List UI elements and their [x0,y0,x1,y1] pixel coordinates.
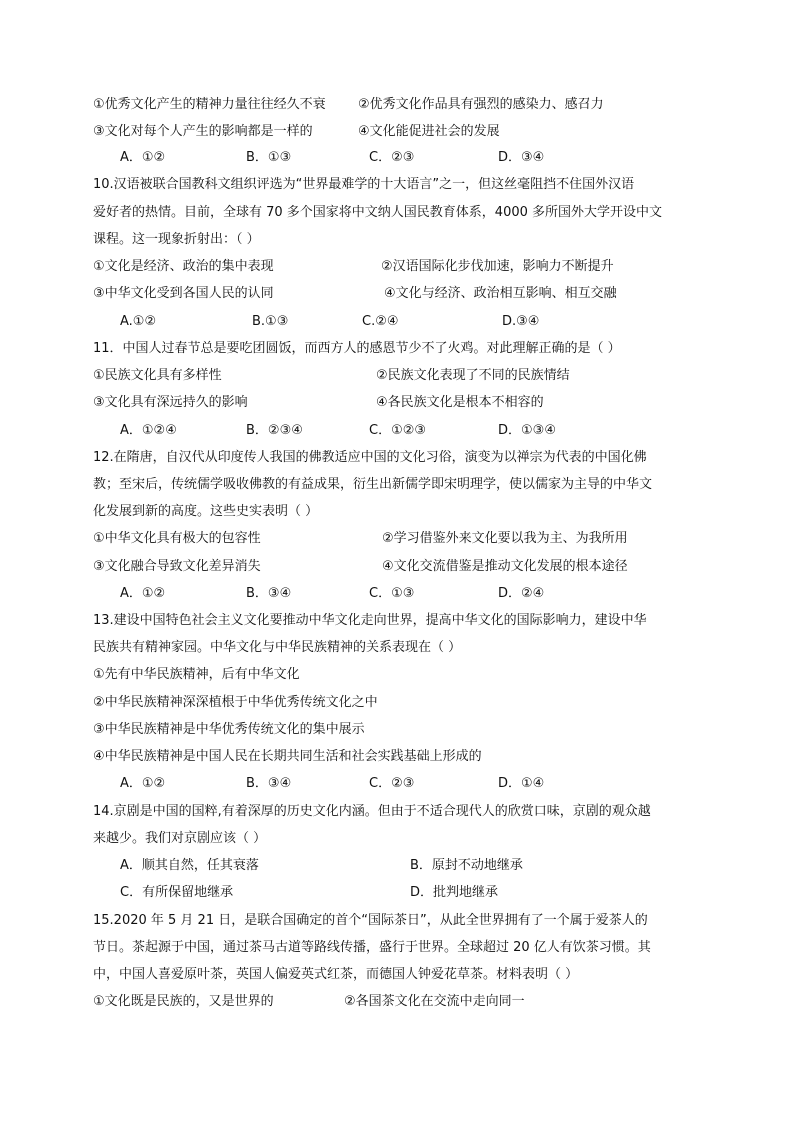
q11-statement-3: ③文化具有深远持久的影响 [93,395,248,410]
q15-stem-line-3: 中，中国人喜爱原叶茶，英国人偏爱英式红茶，而德国人钟爱花草茶。材料表明（ ） [93,967,579,982]
q9-statement-4: ④文化能促进社会的发展 [358,124,500,139]
q9-option-d: D．③④ [498,150,545,165]
q10-stem-line-2: 爱好者的热情。目前，全球有 70 多个国家将中文纳人国民教育体系，4000 多所国外大学开设中文 [93,205,663,220]
q12-statement-3: ③文化融合导致文化差异消失 [93,559,261,574]
q14-option-c: C．有所保留地继承 [120,885,234,900]
q12-option-c: C．①③ [369,586,415,601]
q10-statement-2: ②汉语国际化步伐加速，影响力不断提升 [381,259,614,274]
q9-statement-2: ②优秀文化作品具有强烈的感染力、感召力 [358,97,604,112]
q10-stem-line-1: 10.汉语被联合国教科文组织评选为“世界最难学的十大语言”之一，但这丝毫阻挡不住国外汉语 [93,177,635,192]
q13-stem-line-1: 13.建设中国特色社会主义文化要推动中华文化走向世界，提高中华文化的国际影响力，建设中华 [93,613,647,628]
q13-item-3: ③中华民族精神是中华优秀传统文化的集中展示 [93,722,365,737]
q15-statement-2: ②各国茶文化在交流中走向同一 [344,994,525,1009]
q12-option-d: D．②④ [498,586,545,601]
q14-option-d: D．批判地继承 [410,885,499,900]
q15-stem-line-2: 节日。茶起源于中国，通过茶马古道等路线传播，盛行于世界。全球超过 20 亿人有饮茶习惯。其 [93,940,651,955]
q10-option-c: C.②④ [362,314,399,329]
q12-option-a: A．①② [120,586,166,601]
q13-item-4: ④中华民族精神是中国人民在长期共同生活和社会实践基础上形成的 [93,749,482,764]
q15-statement-1: ①文化既是民族的，又是世界的 [93,994,274,1009]
q14-stem-line-2: 来越少。我们对京剧应该（ ） [93,831,267,846]
q12-option-b: B．③④ [246,586,292,601]
q10-stem-line-3: 课程。这一现象折射出：（ ） [93,232,260,247]
q11-statement-2: ②民族文化表现了不同的民族情结 [376,368,570,383]
q13-option-a: A．①② [120,776,166,791]
q10-option-b: B.①③ [252,314,289,329]
q12-statement-2: ②学习借鉴外来文化要以我为主、为我所用 [382,531,628,546]
q10-option-d: D.③④ [502,314,540,329]
q10-statement-4: ④文化与经济、政治相互影响、相互交融 [384,286,617,301]
q12-stem-line-3: 化发展到新的高度。这些史实表明（ ） [93,504,319,519]
q9-statement-1: ①优秀文化产生的精神力量往往经久不衰 [93,97,326,112]
q11-statement-4: ④各民族文化是根本不相容的 [376,395,544,410]
q11-option-c: C．①②③ [369,423,427,438]
q12-statement-4: ④文化交流借鉴是推动文化发展的根本途径 [382,559,628,574]
q13-stem-line-2: 民族共有精神家园。中华文化与中华民族精神的关系表现在（ ） [93,640,462,655]
q14-stem-line-1: 14.京剧是中国的国粹,有着深厚的历史文化内涵。但由于不适合现代人的欣赏口味，京剧的观众越 [93,804,651,819]
q12-statement-1: ①中华文化具有极大的包容性 [93,531,261,546]
q13-option-d: D．①④ [498,776,545,791]
q9-statement-3: ③文化对每个人产生的影响都是一样的 [93,124,313,139]
q13-option-b: B．③④ [246,776,292,791]
q11-option-b: B．②③④ [246,423,303,438]
q9-option-c: C．②③ [369,150,415,165]
q15-stem-line-1: 15.2020 年 5 月 21 日，是联合国确定的首个“国际茶日”，从此全世界拥有了一个属于爱茶人的 [93,913,648,928]
q12-stem-line-1: 12.在隋唐，自汉代从印度传人我国的佛教适应中国的文化习俗，演变为以禅宗为代表的中国化佛 [93,450,647,465]
q10-option-a: A.①② [120,314,157,329]
q9-option-a: A．①② [120,150,166,165]
q11-statement-1: ①民族文化具有多样性 [93,368,222,383]
q13-item-2: ②中华民族精神深深植根于中华优秀传统文化之中 [93,695,378,710]
q13-item-1: ①先有中华民族精神，后有中华文化 [93,667,300,682]
q11-option-d: D．①③④ [498,423,556,438]
q14-option-a: A．顺其自然，任其衰落 [120,858,259,873]
q14-option-b: B．原封不动地继承 [410,858,523,873]
q12-stem-line-2: 教；至宋后，传统儒学吸收佛教的有益成果，衍生出新儒学即宋明理学，使以儒家为主导的中华文 [93,477,653,492]
q11-stem-line-1: 11．中国人过春节总是要吃团圆饭，而西方人的感恩节少不了火鸡。对此理解正确的是（ ） [93,341,621,356]
q13-option-c: C．②③ [369,776,415,791]
q11-option-a: A．①②④ [120,423,177,438]
q10-statement-3: ③中华文化受到各国人民的认同 [93,286,274,301]
q9-option-b: B．①③ [246,150,292,165]
q10-statement-1: ①文化是经济、政治的集中表现 [93,259,274,274]
